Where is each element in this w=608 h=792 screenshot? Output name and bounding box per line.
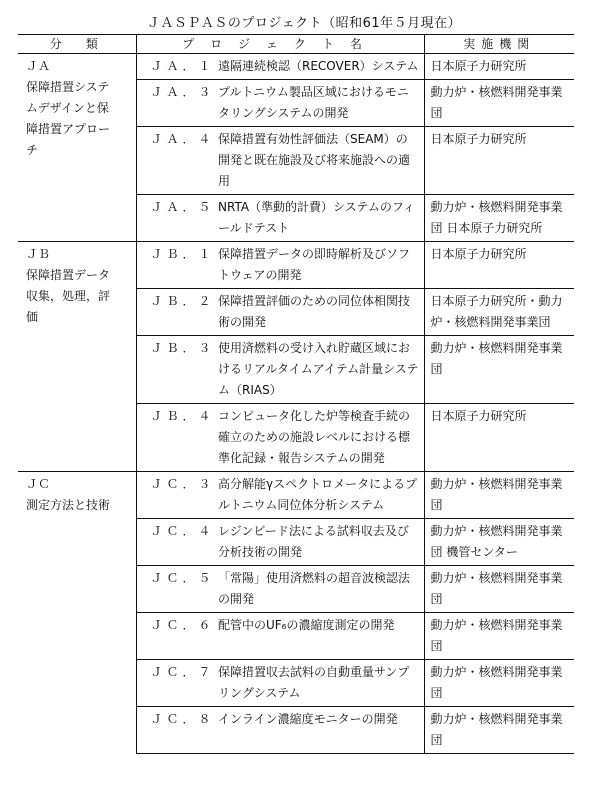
category-line: 保障措置システ bbox=[26, 80, 110, 94]
institution-name: 動力炉・核燃料開発事業団 bbox=[424, 707, 574, 754]
project-code: ＪＣ．６ bbox=[136, 613, 212, 660]
category-cell bbox=[18, 242, 136, 472]
institution-name: 日本原子力研究所 bbox=[424, 127, 574, 195]
category-line: ＪＣ bbox=[26, 477, 51, 491]
category-line: 障措置アプロー bbox=[26, 122, 111, 136]
table-header-row bbox=[18, 35, 574, 54]
project-name: インライン濃縮度モニターの開発 bbox=[212, 707, 424, 754]
table-body bbox=[18, 54, 574, 754]
institution-name: 動力炉・核燃料開発事業団 日本原子力研究所 bbox=[424, 195, 574, 242]
institution-name: 動力炉・核燃料開発事業団 bbox=[424, 613, 574, 660]
project-name: レジンビード法による試料収去及び分析技術の開発 bbox=[212, 519, 424, 566]
institution-name: 日本原子力研究所・動力炉・核燃料開発事業団 bbox=[424, 289, 574, 336]
institution-name: 日本原子力研究所 bbox=[424, 404, 574, 472]
category-line: 保障措置データ bbox=[26, 268, 111, 282]
project-code: ＪＢ．３ bbox=[136, 336, 212, 404]
category-line: ムデザインと保 bbox=[26, 101, 109, 115]
category-cell bbox=[18, 472, 136, 754]
document-title: ＪＡＳＰＡＳのプロジェクト（昭和61年５月現在） bbox=[146, 16, 462, 31]
header-category: 分 類 bbox=[18, 35, 136, 54]
category-line: 収集，処理，評 bbox=[26, 289, 111, 303]
category-line: チ bbox=[26, 143, 39, 157]
header-project-name: プロジェクト名 bbox=[136, 35, 424, 54]
category-line: ＪＢ bbox=[26, 247, 51, 261]
table-row bbox=[18, 242, 574, 289]
projects-table bbox=[18, 34, 574, 754]
project-code: ＪＢ．１ bbox=[136, 242, 212, 289]
table-row bbox=[18, 472, 574, 519]
category-cell bbox=[18, 54, 136, 242]
project-name: 使用済燃料の受け入れ貯蔵区域におけるリアルタイムアイテム計量システム（RIAS） bbox=[212, 336, 424, 404]
project-code: ＪＡ．４ bbox=[136, 127, 212, 195]
project-name: 保障措置評価のための同位体相関技術の開発 bbox=[212, 289, 424, 336]
project-name: プルトニウム製品区域におけるモニタリングシステムの開発 bbox=[212, 80, 424, 127]
project-name: 保障措置収去試料の自動重量サンプリングシステム bbox=[212, 660, 424, 707]
project-name: 「常陽」使用済燃料の超音波検認法の開発 bbox=[212, 566, 424, 613]
project-code: ＪＣ．４ bbox=[136, 519, 212, 566]
project-code: ＪＡ．３ bbox=[136, 80, 212, 127]
project-name: 遠隔連続検認（RECOVER）システム bbox=[218, 59, 419, 73]
project-name: コンピュータ化した炉等検査手続の確立のための施設レベルにおける標準化記録・報告システムの開発 bbox=[212, 404, 424, 472]
institution-name: 動力炉・核燃料開発事業団 bbox=[424, 566, 574, 613]
project-code: ＪＢ．２ bbox=[136, 289, 212, 336]
project-name: 保障措置有効性評価法（SEAM）の開発と既在施設及び将来施設への適用 bbox=[212, 127, 424, 195]
project-code: ＪＣ．３ bbox=[136, 472, 212, 519]
institution-name: 動力炉・核燃料開発事業団 bbox=[424, 80, 574, 127]
header-institution: 実施機関 bbox=[424, 35, 574, 54]
table-row bbox=[18, 54, 574, 80]
project-code: ＪＡ．５ bbox=[136, 195, 212, 242]
project-name: 保障措置データの即時解析及びソフトウェアの開発 bbox=[212, 242, 424, 289]
project-code: ＪＣ．８ bbox=[136, 707, 212, 754]
project-name: 配管中のUF₆の濃縮度測定の開発 bbox=[212, 613, 424, 660]
institution-name: 動力炉・核燃料開発事業団 bbox=[424, 336, 574, 404]
category-line: ＪＡ bbox=[26, 59, 51, 73]
project-code: ＪＡ．１ bbox=[136, 54, 212, 80]
project-code: ＪＣ．７ bbox=[136, 660, 212, 707]
institution-name: 動力炉・核燃料開発事業団 bbox=[424, 660, 574, 707]
project-name: 高分解能γスペクトロメータによるプルトニウム同位体分析システム bbox=[212, 472, 424, 519]
institution-name: 動力炉・核燃料開発事業団 機管センター bbox=[424, 519, 574, 566]
project-name: NRTA（準動的計費）システムのフィールドテスト bbox=[212, 195, 424, 242]
category-line: 測定方法と技術 bbox=[26, 498, 111, 512]
institution-name: 日本原子力研究所 bbox=[424, 54, 574, 80]
project-code: ＪＢ．４ bbox=[136, 404, 212, 472]
institution-name: 動力炉・核燃料開発事業団 bbox=[424, 472, 574, 519]
project-code: ＪＣ．５ bbox=[136, 566, 212, 613]
institution-name: 日本原子力研究所 bbox=[424, 242, 574, 289]
category-line: 価 bbox=[26, 310, 39, 324]
